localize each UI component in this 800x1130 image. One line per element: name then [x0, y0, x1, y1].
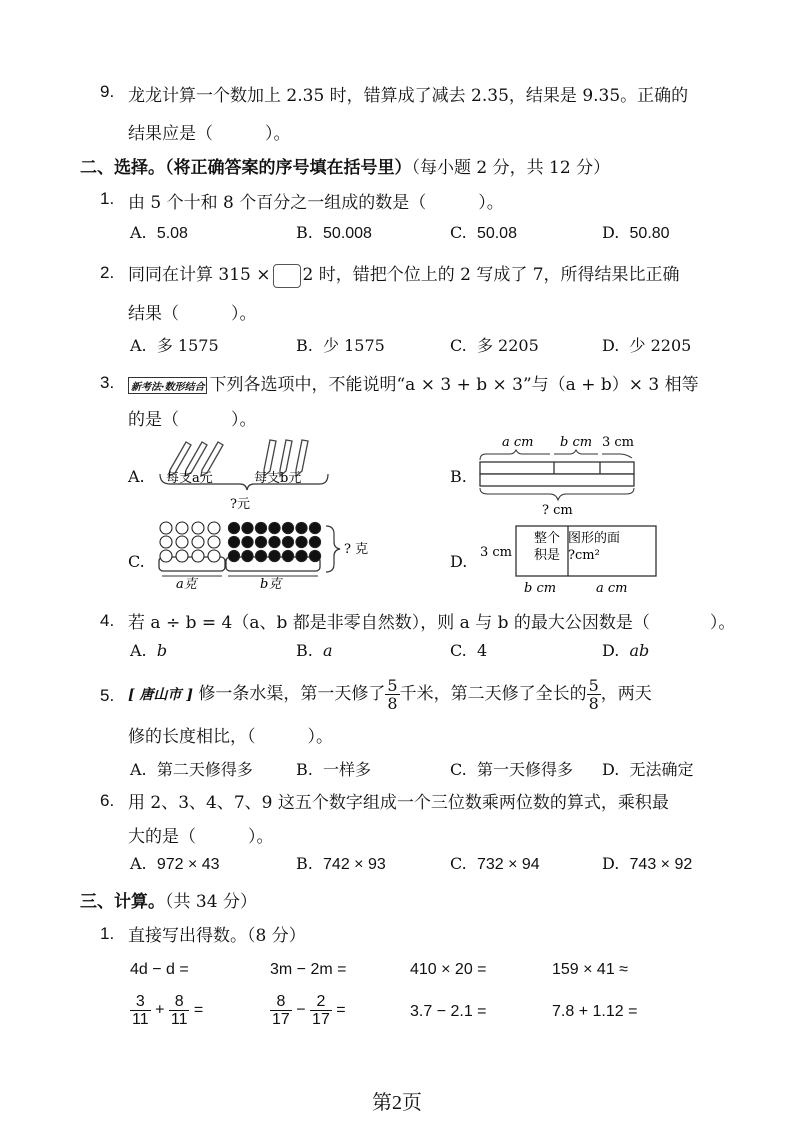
option-b: B. 少 1575 [296, 336, 385, 355]
hollow-circle [192, 536, 204, 548]
hollow-circle [176, 536, 188, 548]
svg-text:整个: 整个 [534, 531, 561, 546]
label-b: b cm [560, 435, 593, 450]
question-text-line2: 大的是（ ）。 [128, 827, 274, 847]
fraction: $\frac{5}{8}$ [588, 676, 599, 713]
option-c: C. 多 2205 [450, 336, 539, 355]
question-text-line2: 的是（ ）。 [128, 410, 257, 430]
hollow-circle [208, 522, 220, 534]
segment-figure [470, 432, 645, 516]
filled-circle [309, 536, 320, 547]
hollow-circle [192, 550, 204, 562]
filled-circle [228, 536, 239, 547]
pencils-figure [152, 432, 332, 518]
label-left: 每支a元 [166, 471, 213, 486]
question-text: 新考法·数形结合 下列各选项中，不能说明“a × 3 + b × 3”与（a + b）× 3 相等 [128, 370, 699, 395]
question-text: 同同在计算 315 × 2 时，错把个位上的 2 写成了 7，所得结果比正确 [128, 260, 680, 288]
hollow-circle [160, 536, 172, 548]
calc-item: $\frac{8}{17}$ − $\frac{2}{17}$ = [272, 993, 346, 1028]
option-a: A. 多 1575 [130, 336, 219, 355]
hollow-circle [208, 536, 220, 548]
option-b-label: B. [450, 467, 467, 486]
option-c: C. 第一天修得多 [450, 760, 573, 779]
filled-circle [296, 536, 307, 547]
rectangle-figure [470, 520, 670, 598]
question-number: 1. [100, 924, 115, 943]
question-number: 4. [100, 611, 115, 630]
calc-item: 4d − d = [130, 961, 189, 978]
question-text: 龙龙计算一个数加上 2.35 时，错算成了减去 2.35，结果是 9.35。正确的 [128, 86, 689, 106]
fraction: $\frac{5}{8}$ [387, 676, 398, 713]
option-a: A. 5.08 [130, 223, 188, 242]
region-tag: [ 唐山市 ] [128, 687, 193, 703]
svg-text:图形的面: 图形的面 [568, 531, 621, 546]
question-number: 2. [100, 263, 115, 282]
section-heading: 三、计算。（共 34 分） [80, 892, 257, 912]
filled-circle [309, 522, 320, 533]
filled-circle [255, 522, 266, 533]
filled-circle [255, 536, 266, 547]
option-c: C. 732 × 94 [450, 854, 540, 873]
bar-bottom [480, 474, 634, 486]
hollow-circle [160, 550, 172, 562]
bar-top [480, 462, 634, 474]
option-a-label: A. [128, 467, 145, 486]
question-number: 5. [100, 686, 115, 705]
label-side: 3 cm [480, 545, 513, 560]
filled-circle [282, 550, 293, 561]
option-a: A. 第二天修得多 [130, 760, 253, 779]
filled-circle [296, 550, 307, 561]
option-c: C. 50.08 [450, 223, 517, 242]
hollow-circle [208, 550, 220, 562]
filled-circle [228, 522, 239, 533]
option-a: A. 972 × 43 [130, 854, 220, 873]
question-text: [ 唐山市 ] 修一条水渠，第一天修了 $\frac{5}{8}$ 千米，第二天修了全长的 $\frac{5}{8}$ ，两天 [128, 676, 652, 713]
filled-circle [282, 522, 293, 533]
filled-circle [269, 550, 280, 561]
hollow-circle [176, 550, 188, 562]
svg-text:?cm²: ?cm² [568, 548, 600, 563]
calc-item: $\frac{3}{11}$ + $\frac{8}{11}$ = [132, 993, 204, 1028]
calc-item: 410 × 20 = [410, 961, 487, 978]
question-text-line2: 结果（ ）。 [128, 304, 257, 324]
page-number: 第2页 [372, 1092, 422, 1114]
filled-circle [269, 522, 280, 533]
label-c: 3 cm [602, 435, 635, 450]
label-total: ?元 [230, 497, 250, 512]
label-a: a cm [596, 581, 628, 596]
option-d: D. ab [602, 641, 650, 660]
filled-circle [255, 550, 266, 561]
option-b: B. 742 × 93 [296, 854, 386, 873]
calc-item: 3m − 2m = [270, 961, 347, 978]
option-d: D. 50.80 [602, 223, 670, 242]
label-b: b cm [524, 581, 557, 596]
filled-circle [242, 536, 253, 547]
filled-circle [309, 550, 320, 561]
option-c: C. 4 [450, 641, 488, 660]
label-a: a克 [176, 577, 197, 592]
blank-box [273, 264, 301, 288]
filled-circle [228, 550, 239, 561]
question-text-line2: 修的长度相比，（ ）。 [128, 727, 333, 747]
label-total: ? 克 [344, 542, 369, 557]
section-heading: 二、选择。（将正确答案的序号填在括号里）（每小题 2 分，共 12 分） [80, 158, 611, 178]
label-a: a cm [502, 435, 534, 450]
question-text: 直接写出得数。（8 分） [128, 926, 306, 946]
question-text: 由 5 个十和 8 个百分之一组成的数是（ ）。 [128, 193, 504, 213]
option-d-label: D. [450, 552, 468, 571]
label-b: b克 [260, 577, 282, 592]
calc-item: 7.8 + 1.12 = [552, 1003, 638, 1020]
option-b: B. a [296, 641, 333, 660]
filled-circle [242, 522, 253, 533]
filled-circle [242, 550, 253, 561]
option-b: B. 50.008 [296, 223, 372, 242]
question-number: 9. [100, 82, 115, 101]
filled-circle [282, 536, 293, 547]
hollow-circle [176, 522, 188, 534]
option-d: D. 无法确定 [602, 760, 694, 779]
filled-circle [269, 536, 280, 547]
option-a: A. b [130, 641, 168, 660]
calc-item: 3.7 − 2.1 = [410, 1003, 487, 1020]
question-text: 用 2、3、4、7、9 这五个数字组成一个三位数乘两位数的算式，乘积最 [128, 793, 669, 813]
option-b: B. 一样多 [296, 760, 372, 779]
svg-text:积是: 积是 [534, 548, 561, 563]
option-c-label: C. [128, 552, 145, 571]
circles-figure [152, 520, 392, 598]
hollow-circle [160, 522, 172, 534]
option-d: D. 少 2205 [602, 336, 692, 355]
filled-circle [296, 522, 307, 533]
question-text-line2: 结果应是（ ）。 [128, 124, 291, 144]
question-tag: 新考法·数形结合 [128, 377, 207, 394]
label-total: ? cm [542, 503, 573, 516]
label-right: 每支b元 [254, 471, 302, 486]
calc-item: 159 × 41 ≈ [552, 961, 628, 978]
question-text: 若 a ÷ b = 4（a、b 都是非零自然数），则 a 与 b 的最大公因数是（ ）。 [128, 613, 736, 633]
question-number: 1. [100, 189, 115, 208]
hollow-circle [192, 522, 204, 534]
option-d: D. 743 × 92 [602, 854, 693, 873]
question-number: 3. [100, 373, 115, 392]
question-number: 6. [100, 791, 115, 810]
